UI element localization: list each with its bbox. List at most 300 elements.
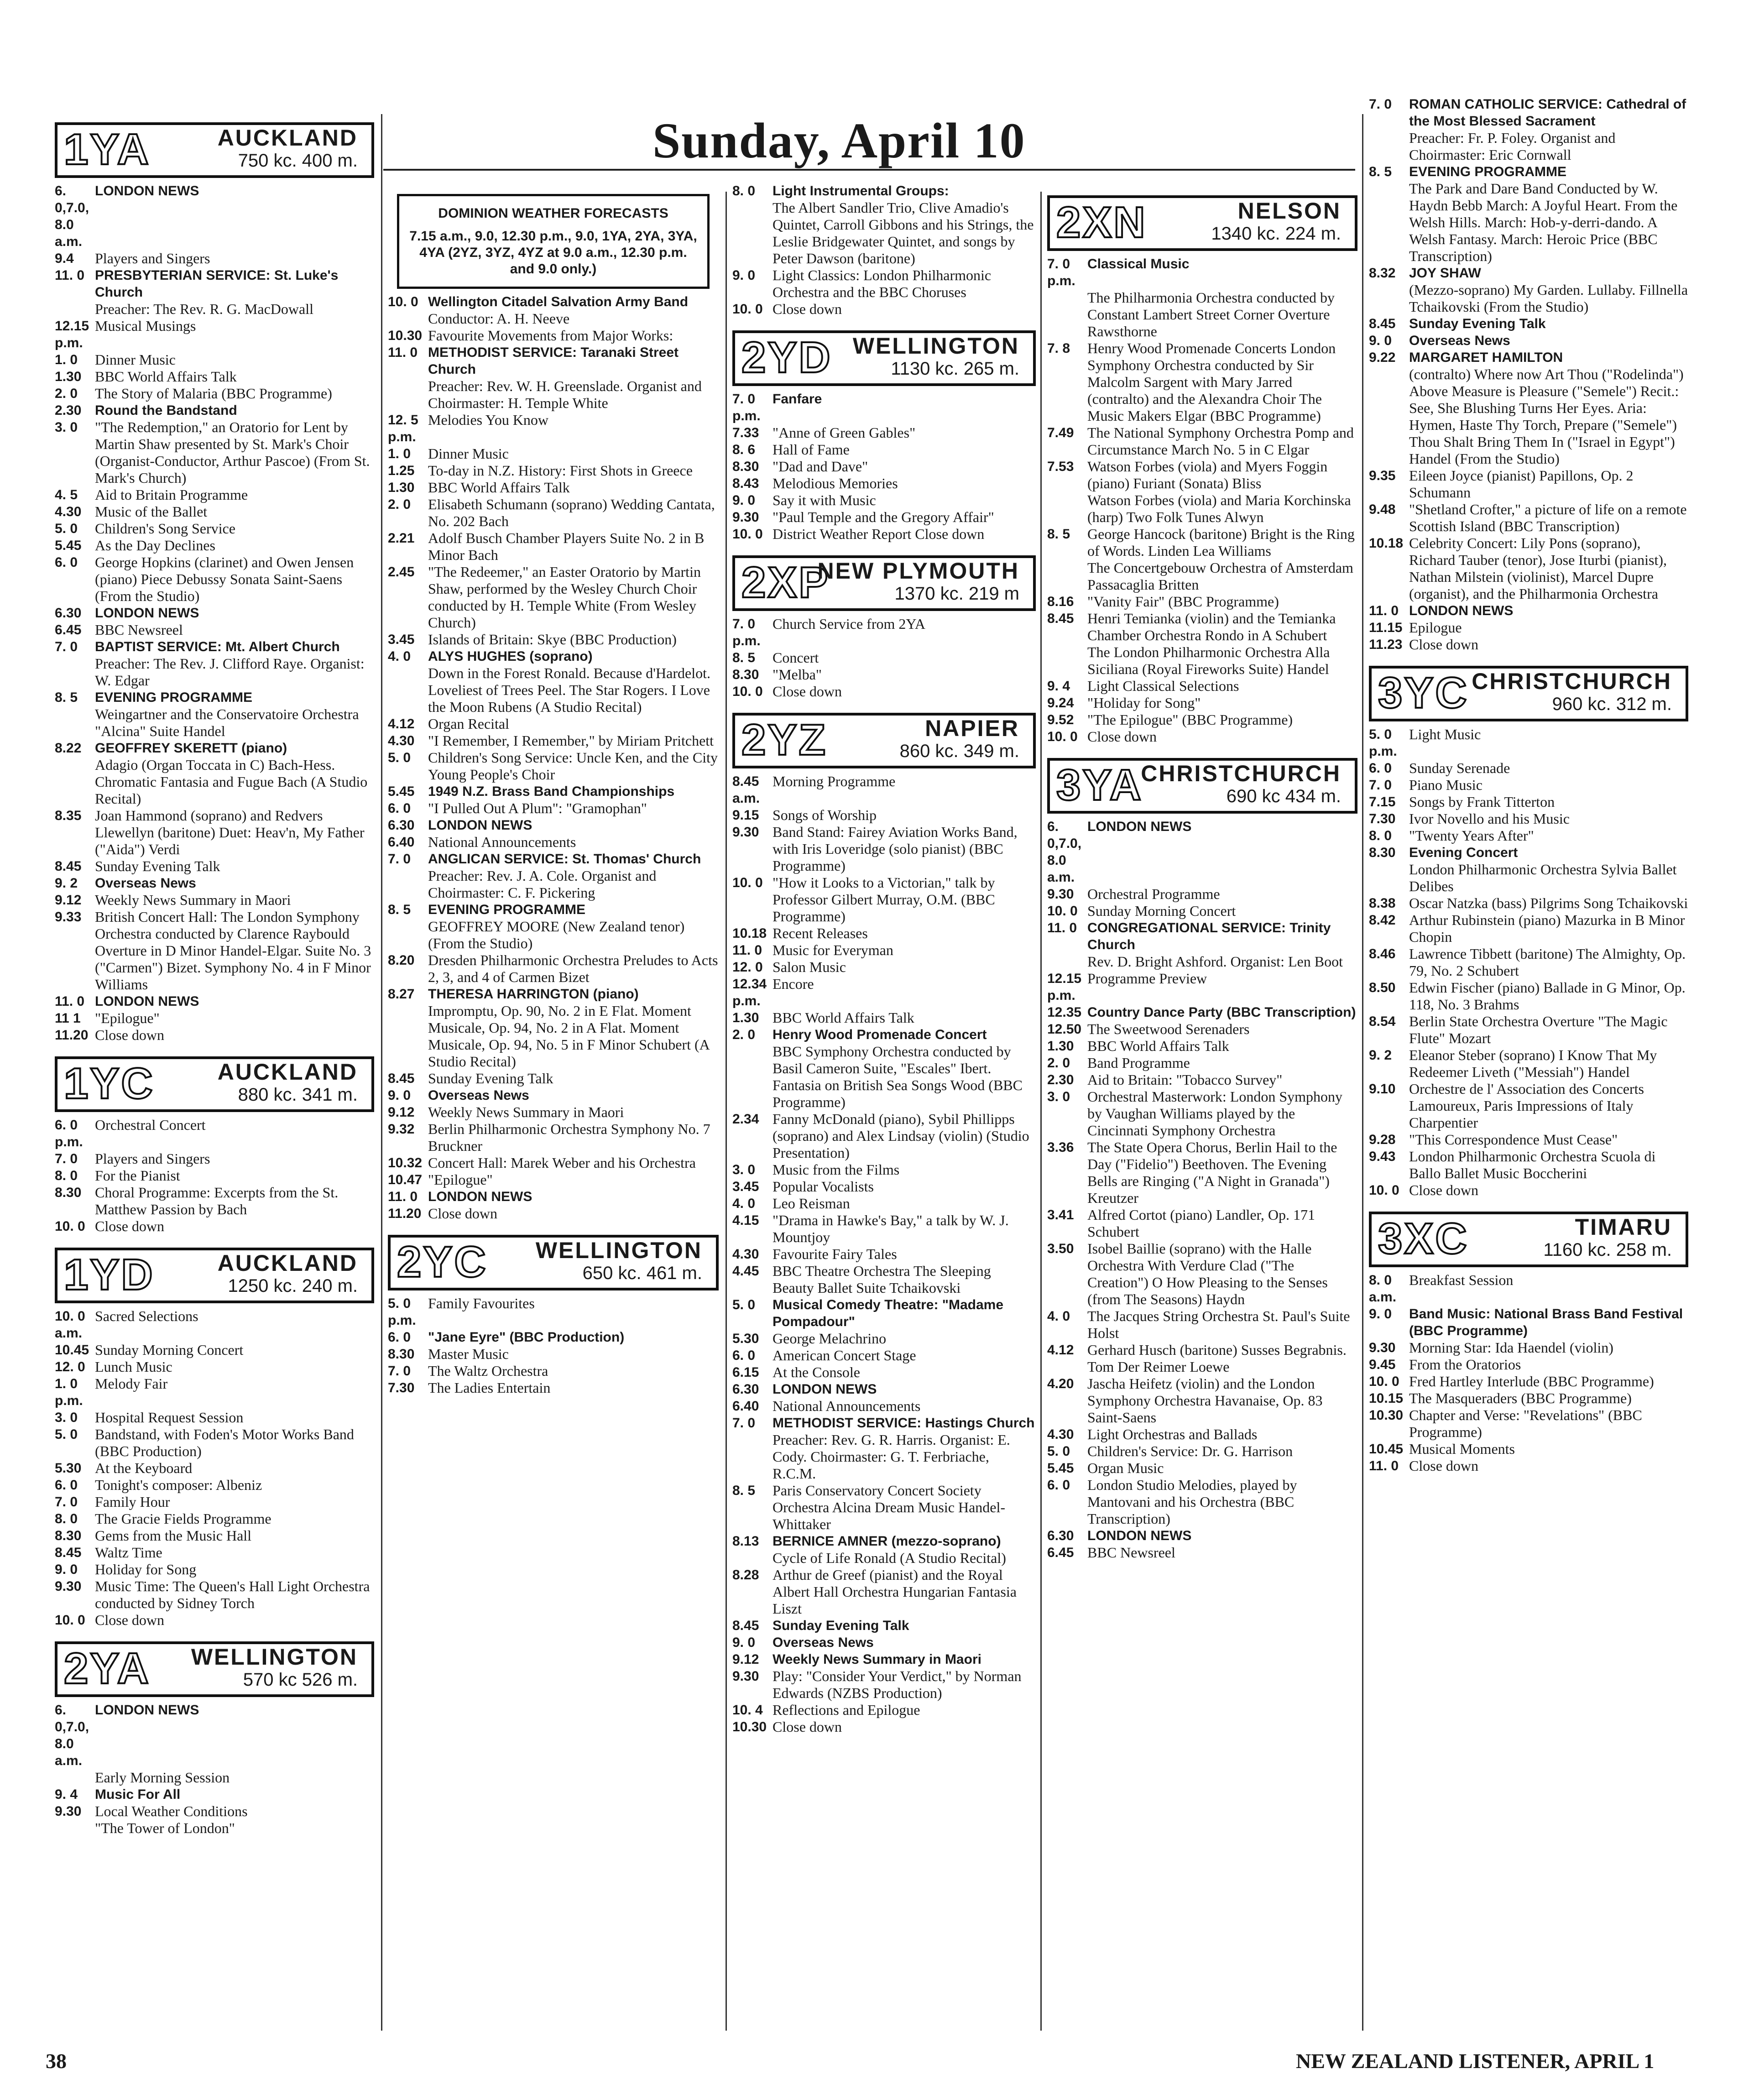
programme-title: Sunday Morning Concert xyxy=(95,1342,244,1358)
programme-time: 3.45 xyxy=(388,632,415,647)
programme-item xyxy=(388,462,719,479)
programme-item xyxy=(55,1578,374,1612)
programme-time xyxy=(55,655,95,689)
programme-time xyxy=(1369,130,1409,163)
programme-item xyxy=(732,475,1036,492)
programme-time: 4.30 xyxy=(55,504,82,519)
programme-item xyxy=(732,183,1036,199)
programme-title: Choral Programme: Excerpts from the St. Matthew Passion by Bach xyxy=(95,1184,339,1217)
programme-time: 8.54 xyxy=(1369,1014,1396,1029)
programme-item xyxy=(1047,818,1357,886)
programme-title: CONGREGATIONAL SERVICE: Trinity Church xyxy=(1087,920,1331,952)
station-call-sign: 2YA xyxy=(64,1644,151,1693)
programme-title: "I Pulled Out A Plum": "Gramophan" xyxy=(428,800,647,816)
programme-title: LONDON NEWS xyxy=(95,994,199,1009)
programme-item xyxy=(1369,794,1688,810)
programme-time: 11. 0 xyxy=(1369,603,1399,618)
programme-time: 10. 0 xyxy=(1047,904,1078,919)
programme-time: 9. 2 xyxy=(1369,1048,1392,1063)
programme-title: LONDON NEWS xyxy=(428,818,532,833)
programme-title: Say it with Music xyxy=(773,492,876,508)
programme-time: 9.24 xyxy=(1047,695,1074,710)
programme-item xyxy=(732,492,1036,509)
programme-title: Weekly News Summary in Maori xyxy=(773,1652,981,1667)
station-frequency: 880 kc. 341 m. xyxy=(238,1085,358,1105)
programme-title: EVENING PROGRAMME xyxy=(95,690,253,705)
programme-item xyxy=(732,1482,1036,1533)
programme-title: Adolf Busch Chamber Players Suite No. 2 in B Minor Bach xyxy=(428,530,705,563)
programme-time: 1. 0 xyxy=(388,446,411,461)
programme-title: Tonight's composer: Albeniz xyxy=(95,1477,262,1493)
programme-title: EVENING PROGRAMME xyxy=(1409,164,1567,179)
programme-item xyxy=(1047,1527,1357,1544)
station-city: TIMARU xyxy=(1575,1214,1672,1240)
station-header xyxy=(1047,195,1357,251)
programme-time: 8. 5 xyxy=(1369,164,1392,179)
programme-title: Eleanor Steber (soprano) I Know That My Redeemer Liveth ("Messiah") Handel xyxy=(1409,1047,1657,1080)
programme-title: Henri Temianka (violin) and the Temianka Chamber Orchestra Rondo in A Schubert xyxy=(1087,610,1336,643)
programme-item xyxy=(55,1612,374,1629)
programme-item xyxy=(1369,163,1688,180)
programme-title: "The Redeemer," an Easter Oratorio by Martin Shaw, performed by the Wesley Church Choir conducted by H. Temple White (From Wesley Church) xyxy=(428,564,701,631)
programme-item xyxy=(732,1719,1036,1735)
programme-title: Close down xyxy=(773,301,842,317)
programme-title: Close down xyxy=(1409,636,1478,653)
programme-time: 1.25 xyxy=(388,463,415,478)
programme-time: 3.50 xyxy=(1047,1241,1074,1256)
programme-title: "Dad and Dave" xyxy=(773,458,868,475)
programme-title: Conductor: A. H. Neeve xyxy=(428,310,570,327)
programme-title: LONDON NEWS xyxy=(1087,1528,1192,1543)
programme-title: Weingartner and the Conservatoire Orchestra "Alcina" Suite Handel xyxy=(95,706,359,739)
programme-title: "The Redemption," an Oratorio for Lent by Martin Shaw presented by St. Mark's Choir (Organist-Conductor, Arthur Pascoe) (From St. Mark's Church) xyxy=(95,419,370,486)
programme-item xyxy=(732,1533,1036,1550)
programme-title: Weekly News Summary in Maori xyxy=(95,892,291,908)
programme-time: 4. 0 xyxy=(732,1196,756,1211)
programme-time: 8.45 xyxy=(1369,316,1396,331)
programme-title: Impromptu, Op. 90, No. 2 in E Flat. Moment Musicale, Op. 94, No. 2 in A Flat. Moment Musicale, Op. 94, No. 5 in F Minor Schubert (A Studio Recital) xyxy=(428,1003,709,1070)
programme-item xyxy=(1047,919,1357,953)
station-call-sign: 3YC xyxy=(1378,669,1469,717)
column-divider xyxy=(1040,192,1042,2031)
programme-time: 4.12 xyxy=(1047,1343,1074,1358)
programme-time: 11.20 xyxy=(55,1028,89,1043)
programme-time: 3.41 xyxy=(1047,1207,1074,1222)
station-call-sign: 1YD xyxy=(64,1250,155,1299)
programme-item xyxy=(1047,695,1357,711)
programme-title: "How it Looks to a Victorian," talk by Professor Gilbert Murray, O.M. (BBC Programme) xyxy=(773,874,995,925)
programme-item xyxy=(1369,1047,1688,1081)
programme-item xyxy=(55,1358,374,1375)
programme-item xyxy=(388,851,719,867)
programme-item xyxy=(1047,340,1357,424)
programme-time xyxy=(55,1769,95,1786)
programme-item xyxy=(732,1330,1036,1347)
programme-title: "Jane Eyre" (BBC Production) xyxy=(428,1330,625,1345)
programme-title: Children's Song Service: Uncle Ken, and the City Young People's Choir xyxy=(428,749,718,783)
programme-time: 10.18 xyxy=(1369,536,1404,551)
programme-item xyxy=(388,1346,719,1363)
programme-time: 9.12 xyxy=(55,893,82,908)
programme-title: At the Keyboard xyxy=(95,1460,193,1476)
programme-time: 1.30 xyxy=(732,1010,759,1025)
programme-title: Sunday Evening Talk xyxy=(773,1618,909,1633)
programme-item xyxy=(388,783,719,800)
programme-item xyxy=(1047,1088,1357,1139)
programme-time: 12.15 p.m. xyxy=(55,319,89,350)
programme-time xyxy=(55,706,95,740)
programme-title: Close down xyxy=(1409,1457,1478,1474)
programme-time: 10.18 xyxy=(732,926,767,941)
programme-title: Fanfare xyxy=(773,392,822,407)
programme-item xyxy=(55,1308,374,1342)
programme-title: Alfred Cortot (piano) Landler, Op. 171 Schubert xyxy=(1087,1207,1316,1240)
programme-item xyxy=(1369,535,1688,602)
programme-title: Jascha Heifetz (violin) and the London Symphony Orchestra Havanaise, Op. 83 Saint-Saens xyxy=(1087,1375,1323,1426)
programme-time: 11.15 xyxy=(1369,620,1403,635)
programme-time: 7. 0 xyxy=(1369,778,1392,793)
programme-title: METHODIST SERVICE: Hastings Church xyxy=(773,1416,1035,1431)
programme-item xyxy=(1369,1182,1688,1199)
station-frequency: 1130 kc. 265 m. xyxy=(891,359,1019,379)
programme-title: Local Weather Conditions xyxy=(95,1803,248,1819)
programme-item xyxy=(388,445,719,462)
programme-time: 8. 5 xyxy=(388,902,411,917)
programme-time: 9.30 xyxy=(732,510,759,525)
programme-time xyxy=(55,757,95,807)
programme-title: "Melba" xyxy=(773,666,822,683)
programme-item xyxy=(388,1295,719,1329)
programme-time: 10. 0 xyxy=(732,875,763,890)
programme-item xyxy=(55,858,374,875)
programme-title: Band Music: National Brass Band Festival (BBC Programme) xyxy=(1409,1306,1683,1338)
programme-title: At the Console xyxy=(773,1364,860,1380)
programme-title: Arthur Rubinstein (piano) Mazurka in B Minor Chopin xyxy=(1409,912,1685,945)
programme-item xyxy=(388,327,719,344)
programme-item xyxy=(388,834,719,851)
programme-item xyxy=(1047,728,1357,745)
programme-time: 6. 0 xyxy=(1369,761,1392,776)
programme-title: Leo Reisman xyxy=(773,1195,850,1212)
programme-time: 11. 0 xyxy=(388,345,418,360)
programme-time: 9. 0 xyxy=(732,493,756,508)
station-call-sign: 2YC xyxy=(397,1238,488,1286)
programme-item xyxy=(1047,1544,1357,1561)
programme-title: "The Tower of London" xyxy=(95,1820,235,1836)
programme-item xyxy=(1369,282,1688,315)
programme-title: LONDON NEWS xyxy=(95,606,199,621)
programme-title: Songs by Frank Titterton xyxy=(1409,794,1555,810)
programme-item xyxy=(732,874,1036,925)
station-city: WELLINGTON xyxy=(535,1238,702,1263)
programme-item xyxy=(388,1379,719,1396)
programme-item xyxy=(55,351,374,368)
programme-item xyxy=(1369,827,1688,844)
programme-time: 5.30 xyxy=(55,1461,82,1476)
programme-item xyxy=(55,1409,374,1426)
programme-item xyxy=(732,925,1036,942)
station-city: NAPIER xyxy=(925,716,1019,741)
programme-item xyxy=(732,824,1036,874)
programme-title: LONDON NEWS xyxy=(773,1382,877,1397)
programme-title: ALYS HUGHES (soprano) xyxy=(428,649,593,664)
programme-title: National Announcements xyxy=(428,834,576,850)
programme-time: 6.40 xyxy=(732,1399,759,1414)
programme-item xyxy=(1369,1131,1688,1148)
programme-item xyxy=(388,1188,719,1205)
programme-time: 6. 0,7.0, 8.0 a.m. xyxy=(55,183,89,249)
programme-title: The Park and Dare Band Conducted by W. Haydn Bebb March: A Joyful Heart. From the Welsh Hills. March: Hob-y-derri-dando. A Welsh Fantasy. March: Heroic Price (BBC Transcription) xyxy=(1409,180,1678,264)
programme-item xyxy=(732,391,1036,424)
programme-item xyxy=(732,1263,1036,1296)
programme-item xyxy=(388,564,719,631)
programme-time: 6.30 xyxy=(55,606,82,621)
station-call-sign: 1YA xyxy=(64,125,151,174)
programme-time: 2. 0 xyxy=(732,1027,756,1042)
programme-item xyxy=(1047,711,1357,728)
programme-time xyxy=(732,199,773,267)
station-frequency: 960 kc. 312 m. xyxy=(1552,694,1672,714)
station-header xyxy=(1047,758,1357,814)
programme-item xyxy=(732,1617,1036,1634)
programme-title: Early Morning Session xyxy=(95,1769,230,1786)
station-frequency: 1370 kc. 219 m xyxy=(894,584,1019,604)
station-call-sign: 1YC xyxy=(64,1059,155,1108)
footer-publication: NEW ZEALAND LISTENER, APRIL 1 xyxy=(1296,2049,1655,2073)
programme-time: 8.35 xyxy=(55,808,82,823)
programme-title: "Anne of Green Gables" xyxy=(773,424,916,441)
programme-time: 7. 0 xyxy=(732,1416,756,1431)
programme-item xyxy=(55,1769,374,1786)
programme-title: Paris Conservatory Concert Society Orchestra Alcina Dream Music Handel-Whittaker xyxy=(773,1482,1006,1532)
programme-title: Players and Singers xyxy=(95,1150,210,1167)
programme-item xyxy=(55,740,374,757)
programme-title: Aid to Britain: "Tobacco Survey" xyxy=(1087,1071,1283,1088)
programme-time: 11. 0 xyxy=(1369,1458,1399,1473)
programme-item xyxy=(1047,1443,1357,1460)
programme-title: BERNICE AMNER (mezzo-soprano) xyxy=(773,1534,1001,1549)
station-header xyxy=(55,1641,374,1697)
programme-item xyxy=(732,1161,1036,1178)
programme-item xyxy=(55,1010,374,1027)
programme-title: "Paul Temple and the Gregory Affair" xyxy=(773,509,994,525)
programme-time: 10. 0 xyxy=(732,302,763,317)
programme-item xyxy=(55,503,374,520)
programme-title: Overseas News xyxy=(773,1635,874,1650)
programme-time: 11.20 xyxy=(388,1206,422,1221)
programme-title: Salon Music xyxy=(773,959,846,975)
programme-item xyxy=(732,1347,1036,1364)
programme-time: 9. 4 xyxy=(55,1787,78,1802)
station-city: CHRISTCHURCH xyxy=(1472,669,1672,694)
programme-time: 1. 0 xyxy=(55,352,78,367)
programme-title: "Twenty Years After" xyxy=(1409,827,1534,844)
programme-title: Celebrity Concert: Lily Pons (soprano), Richard Tauber (tenor), Jose Iturbi (pianist), Nathan Milstein (violinist), Marcel Dupre (organist), and the Philharmonia Orchestra xyxy=(1409,535,1667,602)
programme-title: Close down xyxy=(773,1719,842,1735)
programme-item xyxy=(1047,256,1357,289)
programme-title: Breakfast Session xyxy=(1409,1272,1514,1288)
programme-item xyxy=(732,1043,1036,1111)
programme-item xyxy=(55,402,374,419)
programme-time: 7.49 xyxy=(1047,425,1074,440)
programme-time: 10. 0 xyxy=(1047,729,1078,744)
programme-time: 4.30 xyxy=(1047,1427,1074,1442)
programme-time: 4.20 xyxy=(1047,1376,1074,1391)
programme-title: Family Hour xyxy=(95,1494,170,1510)
programme-time: 8.16 xyxy=(1047,594,1074,609)
programme-item xyxy=(55,1167,374,1184)
programme-time: 9.45 xyxy=(1369,1357,1396,1372)
programme-title: London Philharmonic Orchestra Sylvia Ballet Delibes xyxy=(1409,861,1677,894)
programme-item xyxy=(388,716,719,732)
programme-title: Hospital Request Session xyxy=(95,1409,244,1426)
programme-title: LONDON NEWS xyxy=(95,183,199,199)
programme-item xyxy=(1369,1081,1688,1131)
programme-item xyxy=(732,1651,1036,1668)
programme-title: "Epilogue" xyxy=(428,1171,493,1188)
programme-title: BBC Newsreel xyxy=(1087,1544,1175,1561)
programme-item xyxy=(1047,678,1357,695)
programme-time: 6. 0,7.0, 8.0 a.m. xyxy=(55,1703,89,1768)
programme-time: 9.52 xyxy=(1047,712,1074,727)
programme-time: 12. 5 p.m. xyxy=(388,413,418,444)
programme-item xyxy=(1369,946,1688,979)
programme-title: Berlin State Orchestra Overture "The Magic Flute" Mozart xyxy=(1409,1013,1668,1046)
programme-title: The Albert Sandler Trio, Clive Amadio's Quintet, Carroll Gibbons and his Strings, the Leslie Bridgewater Quintet, and songs by Peter Dawson (baritone) xyxy=(773,199,1034,266)
weather-forecast-box xyxy=(397,194,710,289)
station-header xyxy=(55,1056,374,1112)
programme-item xyxy=(732,1668,1036,1702)
programme-title: Arthur de Greef (pianist) and the Royal Albert Hall Orchestra Hungarian Fantasia Liszt xyxy=(773,1567,1017,1617)
programme-time: 4. 5 xyxy=(55,487,78,502)
programme-time: 10.30 xyxy=(1369,1408,1404,1423)
programme-item xyxy=(55,807,374,858)
programme-item xyxy=(732,959,1036,976)
programme-title: "Holiday for Song" xyxy=(1087,695,1201,711)
programme-item xyxy=(388,952,719,986)
programme-item xyxy=(1047,1071,1357,1088)
programme-title: Preacher: The Rev. R. G. MacDowall xyxy=(95,301,313,317)
programme-item xyxy=(55,183,374,250)
programme-time: 8.30 xyxy=(732,667,759,682)
programme-item xyxy=(1369,349,1688,366)
programme-item xyxy=(55,554,374,605)
programme-item xyxy=(732,301,1036,318)
programme-item xyxy=(388,817,719,834)
programme-title: BBC Theatre Orchestra The Sleeping Beauty Ballet Suite Tchaikovski xyxy=(773,1263,991,1296)
programme-item xyxy=(1047,1139,1357,1207)
programme-title: Fred Hartley Interlude (BBC Programme) xyxy=(1409,1373,1654,1390)
programme-title: National Announcements xyxy=(773,1398,921,1414)
station-frequency: 750 kc. 400 m. xyxy=(238,151,358,171)
programme-time: 5.45 xyxy=(1047,1461,1074,1476)
programme-title: As the Day Declines xyxy=(95,537,215,554)
programme-time: 8.32 xyxy=(1369,266,1396,281)
programme-time: 9. 4 xyxy=(1047,679,1070,694)
programme-item xyxy=(732,267,1036,301)
station-city: WELLINGTON xyxy=(191,1644,358,1670)
programme-title: Music for Everyman xyxy=(773,942,893,958)
programme-time: 6. 0 xyxy=(55,555,78,570)
programme-item xyxy=(388,1363,719,1379)
programme-title: Elisabeth Schumann (soprano) Wedding Cantata, No. 202 Bach xyxy=(428,496,715,529)
programme-item xyxy=(1369,1356,1688,1373)
programme-title: Children's Song Service xyxy=(95,520,235,537)
programme-time: 7. 0 xyxy=(388,1363,411,1379)
programme-title: Close down xyxy=(95,1612,164,1628)
programme-item xyxy=(388,1104,719,1121)
programme-title: (Mezzo-soprano) My Garden. Lullaby. Fillnella Tchaikovski (From the Studio) xyxy=(1409,282,1688,315)
programme-time xyxy=(1047,289,1087,340)
programme-item xyxy=(388,732,719,749)
programme-title: (contralto) Where now Art Thou ("Rodelinda") Above Measure is Pleasure ("Semele") Recit.: See, She Blushing Turns Her Eyes. Aria: Hymen, Haste Thy Torch, Prepare ("Semele") Thou Shalt Bring Them In ("Israel in Egypt") Handel (From the Studio) xyxy=(1409,366,1684,467)
programme-time: 10. 0 xyxy=(55,1219,85,1234)
programme-title: Organ Music xyxy=(1087,1460,1164,1476)
programme-title: The Story of Malaria (BBC Programme) xyxy=(95,385,332,402)
programme-title: Watson Forbes (viola) and Myers Foggin (piano) Furiant (Sonata) Bliss xyxy=(1087,458,1328,491)
programme-item xyxy=(1369,1457,1688,1474)
programme-title: 1949 N.Z. Brass Band Championships xyxy=(428,784,675,799)
programme-item xyxy=(1369,1272,1688,1306)
programme-title: The Gracie Fields Programme xyxy=(95,1510,271,1527)
programme-time xyxy=(388,867,428,901)
station-city: CHRISTCHURCH xyxy=(1141,761,1341,786)
programme-item xyxy=(1047,492,1357,526)
programme-title: Concert xyxy=(773,649,819,666)
programme-title: The Jacques String Orchestra St. Paul's Suite Holst xyxy=(1087,1308,1350,1341)
programme-title: Cycle of Life Ronald (A Studio Recital) xyxy=(773,1550,1006,1566)
programme-item xyxy=(388,800,719,817)
programme-time: 8.38 xyxy=(1369,896,1396,911)
programme-title: Close down xyxy=(95,1218,164,1234)
programme-item xyxy=(1369,844,1688,861)
station-city: NEW PLYMOUTH xyxy=(817,558,1019,584)
programme-title: Overseas News xyxy=(428,1088,529,1103)
programme-time: 1.30 xyxy=(55,369,82,384)
programme-time xyxy=(55,1820,95,1837)
programme-time: 8.13 xyxy=(732,1534,759,1549)
programme-title: Players and Singers xyxy=(95,250,210,266)
programme-time xyxy=(388,310,428,327)
programme-time: 6.45 xyxy=(55,622,82,637)
programme-time: 9.32 xyxy=(388,1122,415,1137)
programme-title: Chapter and Verse: "Revelations" (BBC Programme) xyxy=(1409,1407,1642,1440)
programme-title: The National Symphony Orchestra Pomp and Circumstance March No. 5 in C Elgar xyxy=(1087,424,1354,458)
programme-title: LONDON NEWS xyxy=(428,1189,532,1204)
programme-item xyxy=(55,250,374,267)
programme-time: 5. 0 xyxy=(388,750,411,765)
programme-title: Popular Vocalists xyxy=(773,1178,874,1195)
programme-time xyxy=(1047,559,1087,593)
programme-title: Ivor Novello and his Music xyxy=(1409,810,1570,827)
programme-item xyxy=(55,1803,374,1820)
programme-title: District Weather Report Close down xyxy=(773,526,985,542)
programme-item xyxy=(55,486,374,503)
programme-title: "Shetland Crofter," a picture of life on a remote Scottish Island (BBC Transcription) xyxy=(1409,501,1687,534)
programme-item xyxy=(55,689,374,706)
programme-time: 2.45 xyxy=(388,564,415,580)
programme-item xyxy=(55,993,374,1010)
programme-title: Morning Programme xyxy=(773,773,896,789)
programme-item xyxy=(732,441,1036,458)
column-4 xyxy=(1047,183,1357,1561)
programme-title: George Hopkins (clarinet) and Owen Jensen (piano) Piece Debussy Sonata Saint-Saens (From the Studio) xyxy=(95,554,354,604)
station-city: WELLINGTON xyxy=(852,333,1019,359)
station-header xyxy=(732,555,1036,611)
programme-title: Wellington Citadel Salvation Army Band xyxy=(428,294,689,309)
programme-item xyxy=(388,986,719,1003)
programme-time: 8.46 xyxy=(1369,946,1396,961)
